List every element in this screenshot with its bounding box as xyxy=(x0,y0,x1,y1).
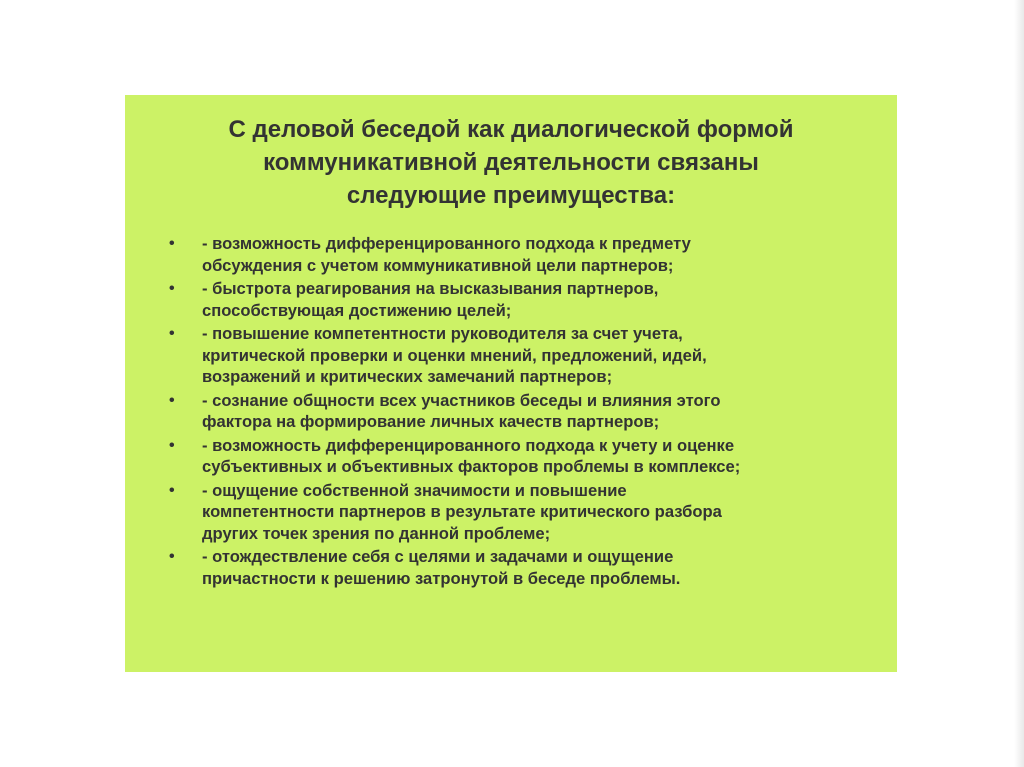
list-item-line: - сознание общности всех участников беседы и влияния этого xyxy=(202,390,721,410)
list-item xyxy=(169,323,857,388)
list-item-line: - возможность дифференцированного подхода к предмету xyxy=(202,234,691,253)
slide-title-line: коммуникативной деятельности связаны xyxy=(263,149,759,176)
list-item-line: - быстрота реагирования на высказывания партнеров, xyxy=(202,279,659,298)
slide-title-line: С деловой беседой как диалогической формой xyxy=(228,116,794,143)
list-item-line: причастности к решению затронутой в беседе проблемы. xyxy=(202,568,681,588)
bullet-icon: • xyxy=(169,548,175,565)
list-item-line: компетентности партнеров в результате критического разбора xyxy=(202,502,722,521)
bullet-icon: • xyxy=(169,325,175,342)
list-item-line: - возможность дифференцированного подхода к учету и оценке xyxy=(202,435,735,455)
advantages-list xyxy=(169,233,857,591)
list-item-line: способствующая достижению целей; xyxy=(202,300,512,320)
slide xyxy=(125,95,897,672)
list-item xyxy=(169,435,857,478)
list-item-line: - повышение компетентности руководителя за счет учета, xyxy=(202,324,683,343)
slide-title xyxy=(145,113,877,212)
bullet-icon: • xyxy=(169,280,175,297)
list-item xyxy=(169,278,857,321)
bullet-icon: • xyxy=(169,481,175,499)
list-item-line: обсуждения с учетом коммуникативной цели партнеров; xyxy=(202,255,674,275)
list-item-line: - ощущение собственной значимости и повышение xyxy=(202,480,627,500)
page-edge-shadow xyxy=(1014,0,1024,767)
bullet-icon: • xyxy=(169,391,175,409)
list-item xyxy=(169,390,857,433)
list-item xyxy=(169,233,857,276)
bullet-icon: • xyxy=(169,436,175,454)
list-item-line: фактора на формирование личных качеств партнеров; xyxy=(202,412,660,431)
list-item-line: других точек зрения по данной проблеме; xyxy=(202,523,551,543)
slide-title-line: следующие преимущества: xyxy=(346,182,676,209)
list-item xyxy=(169,546,857,589)
list-item xyxy=(169,480,857,545)
list-item-line: субъективных и объективных факторов проблемы в комплексе; xyxy=(202,457,741,476)
list-item-line: - отождествление себя с целями и задачами и ощущение xyxy=(202,547,674,566)
bullet-icon: • xyxy=(169,235,175,252)
list-item-line: критической проверки и оценки мнений, предложений, идей, xyxy=(202,345,707,365)
list-item-line: возражений и критических замечаний партнеров; xyxy=(202,367,613,386)
